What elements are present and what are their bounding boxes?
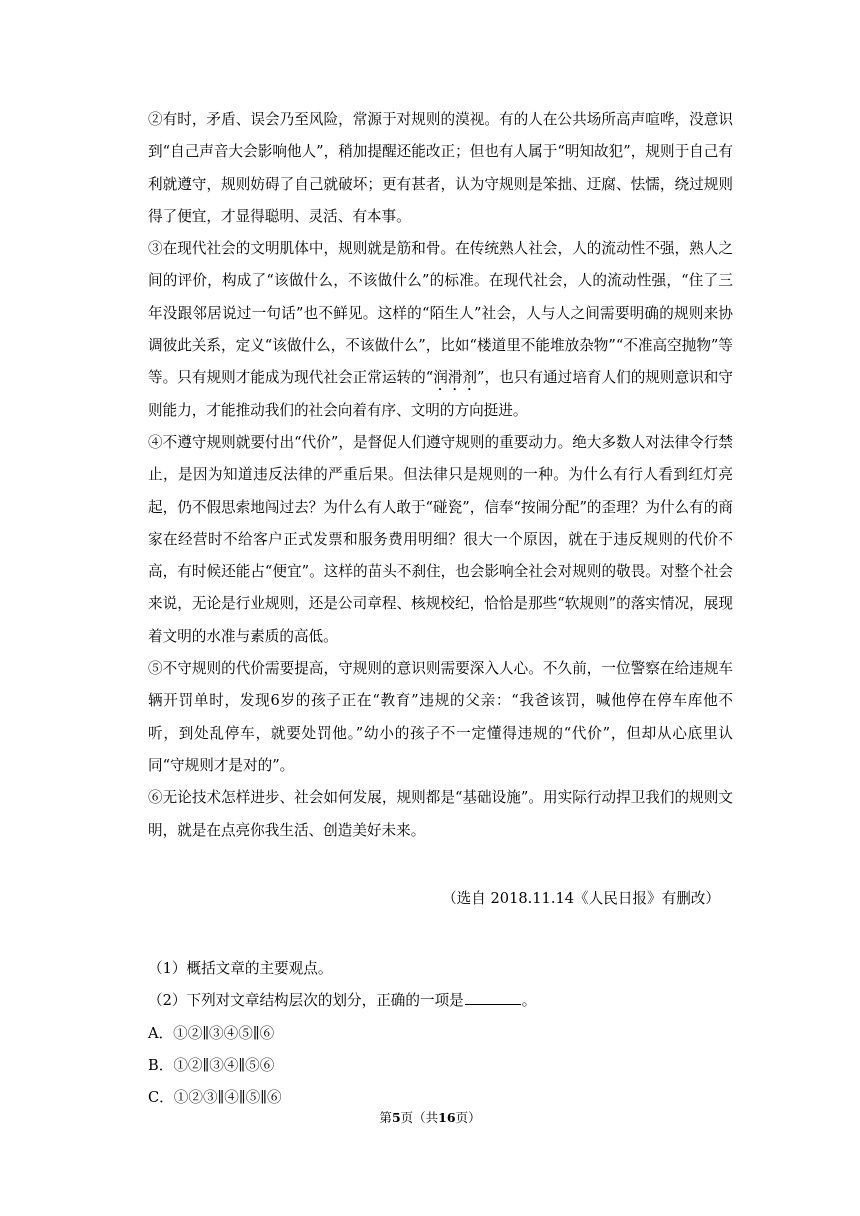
paragraph-3-part-1: ③在现代社会的文明肌体中，规则就是筋和骨。在传统熟人社会，人的流动性不强，熟人之间的评价，构成了“该做什么，不该做什么”的标准。在现代社会，人的流动性强，“住了三年没跟邻居说过一句话”也不鲜见。这样的“陌生人”社会，人与人之间需要明确的规则来协调彼此关系，定义“该做什么，不该做什么”，比如“楼道里不能堆放杂物”“不准高空抛物”等等。只有规则才能成为现代社会正常运转的“	[148, 240, 733, 387]
footer-total-pages: 16	[438, 1110, 456, 1125]
question-section	[148, 953, 733, 1114]
paragraph-6: ⑥无论技术怎样进步、社会如何发展，规则都是“基础设施”。用实际行动捍卫我们的规则文明，就是在点亮你我生活、创造美好未来。	[148, 789, 733, 839]
option-c: C．①②③∥④∥⑤∥⑥	[148, 1089, 282, 1107]
question-1: （1）概括文章的主要观点。	[148, 960, 333, 977]
paragraph-2: ②有时，矛盾、误会乃至风险，常源于对规则的漠视。有的人在公共场所高声喧哗，没意识到“自己声音大会影响他人”，稍加提醒还能改正；但也有人属于“明知故犯”，规则于自己有利就遵守，规则妨碍了自己就破坏；更有甚者，认为守规则是笨拙、迂腐、怯懦，绕过规则得了便宜，才显得聪明、灵活、有本事。	[148, 111, 733, 225]
paragraph-3-part-2: ”，也只有通过培育人们的规则意识和守则能力，才能推动我们的社会向着有序、文明的方向挺进。	[148, 369, 733, 419]
article-source: （选自 2018.11.14《人民日报》有删改）	[442, 890, 720, 907]
option-a: A．①②∥③④⑤∥⑥	[148, 1024, 275, 1042]
question-2-text: （2）下列对文章结构层次的划分，正确的一项是	[148, 992, 464, 1010]
footer-middle: 页（共	[400, 1110, 439, 1125]
question-2	[148, 985, 733, 1017]
footer-suffix: 页）	[455, 1110, 481, 1125]
paragraph-5: ⑤不守规则的代价需要提高，守规则的意识则需要深入人心。不久前，一位警察在给违规车辆开罚单时，发现6岁的孩子正在“教育”违规的父亲：“我爸该罚，喊他停在停车库他不听，到处乱停车，就要处罚他。”幼小的孩子不一定懂得违规的“代价”，但却从心底里认同“守规则才是对的”。	[148, 660, 733, 774]
option-b: B．①②∥③④∥⑤⑥	[148, 1056, 275, 1074]
question-2-end: 。	[521, 992, 537, 1010]
footer-prefix: 第	[379, 1110, 392, 1125]
emphasized-word: 润滑剂	[433, 369, 478, 387]
paragraph-4: ④不遵守规则就要付出“代价”，是督促人们遵守规则的重要动力。绝大多数人对法律令行禁止，是因为知道违反法律的严重后果。但法律只是规则的一种。为什么有行人看到红灯亮起，仍不假思索地闯过去？为什么有人敢于“碰瓷”，信奉“按闹分配”的歪理？为什么有的商家在经营时不给客户正式发票和服务费用明细？很大一个原因，就在于违反规则的代价不高，有时候还能占“便宜”。这样的苗头不刹住，也会影响全社会对规则的敬畏。对整个社会来说，无论是行业规则，还是公司章程、核规校纪，恰恰是那些“软规则”的落实情况，展现着文明的水准与素质的高低。	[148, 433, 733, 645]
answer-blank[interactable]	[465, 988, 521, 1005]
article-body	[148, 104, 733, 847]
page-footer	[0, 1108, 860, 1128]
paragraph-3	[148, 233, 733, 427]
footer-page-number: 5	[391, 1110, 401, 1125]
